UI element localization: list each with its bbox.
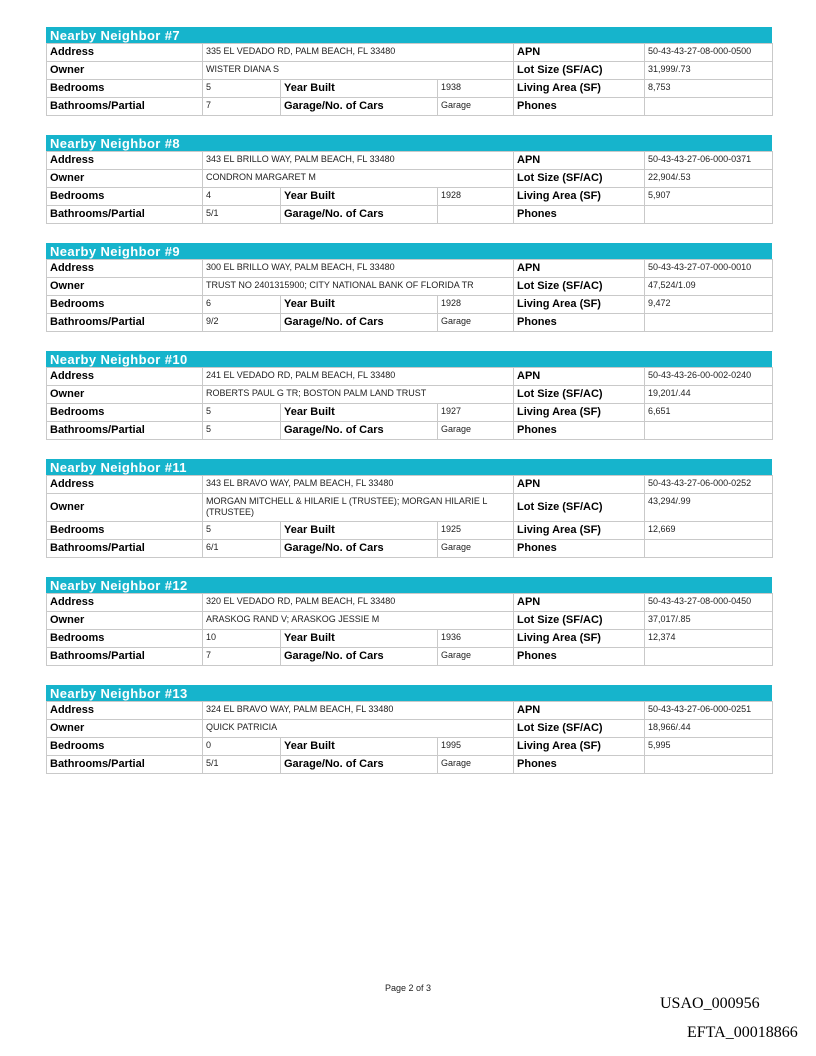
neighbor-title: Nearby Neighbor #12 bbox=[46, 577, 772, 593]
apn-label: APN bbox=[514, 368, 645, 386]
garage-label: Garage/No. of Cars bbox=[281, 540, 438, 558]
table-row bbox=[47, 702, 773, 720]
year-built-label: Year Built bbox=[281, 404, 438, 422]
neighbor-table bbox=[46, 43, 773, 116]
apn-value: 50-43-43-27-06-000-0371 bbox=[645, 152, 773, 170]
address-label: Address bbox=[47, 260, 203, 278]
bathrooms-value: 5/1 bbox=[203, 206, 281, 224]
address-label: Address bbox=[47, 702, 203, 720]
year-built-label: Year Built bbox=[281, 296, 438, 314]
living-area-label: Living Area (SF) bbox=[514, 404, 645, 422]
bedrooms-label: Bedrooms bbox=[47, 296, 203, 314]
apn-label: APN bbox=[514, 594, 645, 612]
owner-label: Owner bbox=[47, 612, 203, 630]
bathrooms-label: Bathrooms/Partial bbox=[47, 540, 203, 558]
address-label: Address bbox=[47, 152, 203, 170]
lot-size-value: 47,524/1.09 bbox=[645, 278, 773, 296]
address-label: Address bbox=[47, 44, 203, 62]
address-label: Address bbox=[47, 594, 203, 612]
owner-label: Owner bbox=[47, 386, 203, 404]
table-row bbox=[47, 260, 773, 278]
living-area-value: 8,753 bbox=[645, 80, 773, 98]
neighbor-title: Nearby Neighbor #7 bbox=[46, 27, 772, 43]
lot-size-label: Lot Size (SF/AC) bbox=[514, 278, 645, 296]
phones-label: Phones bbox=[514, 648, 645, 666]
bedrooms-value: 6 bbox=[203, 296, 281, 314]
table-row bbox=[47, 404, 773, 422]
year-built-label: Year Built bbox=[281, 188, 438, 206]
lot-size-label: Lot Size (SF/AC) bbox=[514, 170, 645, 188]
living-area-label: Living Area (SF) bbox=[514, 630, 645, 648]
year-built-value: 1928 bbox=[438, 296, 514, 314]
garage-label: Garage/No. of Cars bbox=[281, 98, 438, 116]
lot-size-value: 31,999/.73 bbox=[645, 62, 773, 80]
table-row bbox=[47, 756, 773, 774]
lot-size-label: Lot Size (SF/AC) bbox=[514, 612, 645, 630]
address-value: 241 EL VEDADO RD, PALM BEACH, FL 33480 bbox=[203, 368, 514, 386]
garage-value: Garage bbox=[438, 422, 514, 440]
bedrooms-label: Bedrooms bbox=[47, 80, 203, 98]
bedrooms-value: 5 bbox=[203, 404, 281, 422]
owner-value: ARASKOG RAND V; ARASKOG JESSIE M bbox=[203, 612, 514, 630]
year-built-label: Year Built bbox=[281, 80, 438, 98]
phones-value bbox=[645, 206, 773, 224]
living-area-label: Living Area (SF) bbox=[514, 80, 645, 98]
neighbor-table bbox=[46, 701, 773, 774]
owner-value: WISTER DIANA S bbox=[203, 62, 514, 80]
year-built-value: 1928 bbox=[438, 188, 514, 206]
address-value: 335 EL VEDADO RD, PALM BEACH, FL 33480 bbox=[203, 44, 514, 62]
phones-label: Phones bbox=[514, 756, 645, 774]
living-area-value: 12,374 bbox=[645, 630, 773, 648]
bedrooms-value: 10 bbox=[203, 630, 281, 648]
bathrooms-value: 5/1 bbox=[203, 756, 281, 774]
phones-label: Phones bbox=[514, 98, 645, 116]
neighbor-table bbox=[46, 593, 773, 666]
owner-value: CONDRON MARGARET M bbox=[203, 170, 514, 188]
page-number: Page 2 of 3 bbox=[384, 983, 432, 993]
neighbor-block bbox=[46, 459, 772, 558]
address-value: 343 EL BRAVO WAY, PALM BEACH, FL 33480 bbox=[203, 476, 514, 494]
garage-value bbox=[438, 206, 514, 224]
bedrooms-value: 0 bbox=[203, 738, 281, 756]
neighbor-title: Nearby Neighbor #10 bbox=[46, 351, 772, 367]
address-value: 343 EL BRILLO WAY, PALM BEACH, FL 33480 bbox=[203, 152, 514, 170]
neighbor-title: Nearby Neighbor #13 bbox=[46, 685, 772, 701]
table-row bbox=[47, 522, 773, 540]
apn-label: APN bbox=[514, 476, 645, 494]
table-row bbox=[47, 648, 773, 666]
neighbor-table bbox=[46, 151, 773, 224]
table-row bbox=[47, 80, 773, 98]
phones-value bbox=[645, 756, 773, 774]
bedrooms-label: Bedrooms bbox=[47, 404, 203, 422]
lot-size-value: 19,201/.44 bbox=[645, 386, 773, 404]
neighbor-title: Nearby Neighbor #8 bbox=[46, 135, 772, 151]
neighbor-block bbox=[46, 243, 772, 332]
apn-value: 50-43-43-27-06-000-0251 bbox=[645, 702, 773, 720]
apn-label: APN bbox=[514, 44, 645, 62]
owner-label: Owner bbox=[47, 170, 203, 188]
bedrooms-label: Bedrooms bbox=[47, 522, 203, 540]
apn-label: APN bbox=[514, 152, 645, 170]
table-row bbox=[47, 314, 773, 332]
garage-label: Garage/No. of Cars bbox=[281, 756, 438, 774]
apn-label: APN bbox=[514, 702, 645, 720]
phones-label: Phones bbox=[514, 206, 645, 224]
table-row bbox=[47, 476, 773, 494]
apn-value: 50-43-43-27-06-000-0252 bbox=[645, 476, 773, 494]
table-row bbox=[47, 278, 773, 296]
table-row bbox=[47, 44, 773, 62]
living-area-value: 5,995 bbox=[645, 738, 773, 756]
bedrooms-value: 5 bbox=[203, 80, 281, 98]
bathrooms-value: 6/1 bbox=[203, 540, 281, 558]
living-area-value: 6,651 bbox=[645, 404, 773, 422]
phones-label: Phones bbox=[514, 540, 645, 558]
address-value: 324 EL BRAVO WAY, PALM BEACH, FL 33480 bbox=[203, 702, 514, 720]
table-row bbox=[47, 540, 773, 558]
neighbor-table bbox=[46, 475, 773, 558]
bathrooms-value: 9/2 bbox=[203, 314, 281, 332]
table-row bbox=[47, 720, 773, 738]
bathrooms-label: Bathrooms/Partial bbox=[47, 756, 203, 774]
lot-size-label: Lot Size (SF/AC) bbox=[514, 62, 645, 80]
bathrooms-value: 5 bbox=[203, 422, 281, 440]
phones-value bbox=[645, 314, 773, 332]
owner-value: TRUST NO 2401315900; CITY NATIONAL BANK OF FLORIDA TR bbox=[203, 278, 514, 296]
apn-value: 50-43-43-27-08-000-0500 bbox=[645, 44, 773, 62]
garage-value: Garage bbox=[438, 648, 514, 666]
table-row bbox=[47, 422, 773, 440]
bates-stamp-usao: USAO_000956 bbox=[660, 995, 760, 1012]
table-row bbox=[47, 386, 773, 404]
year-built-label: Year Built bbox=[281, 522, 438, 540]
lot-size-value: 22,904/.53 bbox=[645, 170, 773, 188]
owner-value: MORGAN MITCHELL & HILARIE L (TRUSTEE); MORGAN HILARIE L (TRUSTEE) bbox=[203, 494, 514, 522]
neighbor-block bbox=[46, 685, 772, 774]
garage-value: Garage bbox=[438, 98, 514, 116]
lot-size-value: 18,966/.44 bbox=[645, 720, 773, 738]
lot-size-label: Lot Size (SF/AC) bbox=[514, 720, 645, 738]
apn-value: 50-43-43-26-00-002-0240 bbox=[645, 368, 773, 386]
table-row bbox=[47, 188, 773, 206]
table-row bbox=[47, 206, 773, 224]
living-area-value: 9,472 bbox=[645, 296, 773, 314]
garage-label: Garage/No. of Cars bbox=[281, 422, 438, 440]
bedrooms-label: Bedrooms bbox=[47, 188, 203, 206]
lot-size-value: 43,294/.99 bbox=[645, 494, 773, 522]
table-row bbox=[47, 368, 773, 386]
year-built-value: 1938 bbox=[438, 80, 514, 98]
lot-size-label: Lot Size (SF/AC) bbox=[514, 386, 645, 404]
year-built-value: 1927 bbox=[438, 404, 514, 422]
bathrooms-label: Bathrooms/Partial bbox=[47, 648, 203, 666]
bathrooms-value: 7 bbox=[203, 98, 281, 116]
neighbor-block bbox=[46, 577, 772, 666]
living-area-value: 12,669 bbox=[645, 522, 773, 540]
owner-label: Owner bbox=[47, 494, 203, 522]
bedrooms-label: Bedrooms bbox=[47, 738, 203, 756]
phones-value bbox=[645, 540, 773, 558]
neighbor-block bbox=[46, 351, 772, 440]
bathrooms-label: Bathrooms/Partial bbox=[47, 314, 203, 332]
neighbor-block bbox=[46, 27, 772, 116]
bathrooms-value: 7 bbox=[203, 648, 281, 666]
bathrooms-label: Bathrooms/Partial bbox=[47, 206, 203, 224]
table-row bbox=[47, 494, 773, 522]
garage-value: Garage bbox=[438, 314, 514, 332]
phones-label: Phones bbox=[514, 422, 645, 440]
neighbor-title: Nearby Neighbor #9 bbox=[46, 243, 772, 259]
living-area-label: Living Area (SF) bbox=[514, 522, 645, 540]
garage-value: Garage bbox=[438, 540, 514, 558]
phones-value bbox=[645, 98, 773, 116]
table-row bbox=[47, 98, 773, 116]
table-row bbox=[47, 170, 773, 188]
owner-label: Owner bbox=[47, 62, 203, 80]
address-value: 320 EL VEDADO RD, PALM BEACH, FL 33480 bbox=[203, 594, 514, 612]
table-row bbox=[47, 612, 773, 630]
neighbor-title: Nearby Neighbor #11 bbox=[46, 459, 772, 475]
owner-value: ROBERTS PAUL G TR; BOSTON PALM LAND TRUST bbox=[203, 386, 514, 404]
neighbor-block bbox=[46, 135, 772, 224]
bedrooms-value: 5 bbox=[203, 522, 281, 540]
owner-label: Owner bbox=[47, 720, 203, 738]
year-built-value: 1995 bbox=[438, 738, 514, 756]
bathrooms-label: Bathrooms/Partial bbox=[47, 98, 203, 116]
bathrooms-label: Bathrooms/Partial bbox=[47, 422, 203, 440]
year-built-value: 1936 bbox=[438, 630, 514, 648]
table-row bbox=[47, 738, 773, 756]
bates-stamp-efta: EFTA_00018866 bbox=[687, 1024, 798, 1041]
neighbor-table bbox=[46, 367, 773, 440]
year-built-label: Year Built bbox=[281, 738, 438, 756]
table-row bbox=[47, 62, 773, 80]
apn-label: APN bbox=[514, 260, 645, 278]
living-area-value: 5,907 bbox=[645, 188, 773, 206]
phones-value bbox=[645, 648, 773, 666]
table-row bbox=[47, 630, 773, 648]
apn-value: 50-43-43-27-08-000-0450 bbox=[645, 594, 773, 612]
phones-value bbox=[645, 422, 773, 440]
phones-label: Phones bbox=[514, 314, 645, 332]
living-area-label: Living Area (SF) bbox=[514, 188, 645, 206]
living-area-label: Living Area (SF) bbox=[514, 296, 645, 314]
bedrooms-label: Bedrooms bbox=[47, 630, 203, 648]
apn-value: 50-43-43-27-07-000-0010 bbox=[645, 260, 773, 278]
bedrooms-value: 4 bbox=[203, 188, 281, 206]
address-label: Address bbox=[47, 476, 203, 494]
lot-size-label: Lot Size (SF/AC) bbox=[514, 494, 645, 522]
owner-value: QUICK PATRICIA bbox=[203, 720, 514, 738]
garage-label: Garage/No. of Cars bbox=[281, 206, 438, 224]
address-label: Address bbox=[47, 368, 203, 386]
table-row bbox=[47, 594, 773, 612]
neighbor-table bbox=[46, 259, 773, 332]
garage-value: Garage bbox=[438, 756, 514, 774]
table-row bbox=[47, 152, 773, 170]
table-row bbox=[47, 296, 773, 314]
neighbors-list bbox=[46, 27, 772, 793]
year-built-label: Year Built bbox=[281, 630, 438, 648]
owner-label: Owner bbox=[47, 278, 203, 296]
address-value: 300 EL BRILLO WAY, PALM BEACH, FL 33480 bbox=[203, 260, 514, 278]
lot-size-value: 37,017/.85 bbox=[645, 612, 773, 630]
living-area-label: Living Area (SF) bbox=[514, 738, 645, 756]
garage-label: Garage/No. of Cars bbox=[281, 648, 438, 666]
garage-label: Garage/No. of Cars bbox=[281, 314, 438, 332]
year-built-value: 1925 bbox=[438, 522, 514, 540]
